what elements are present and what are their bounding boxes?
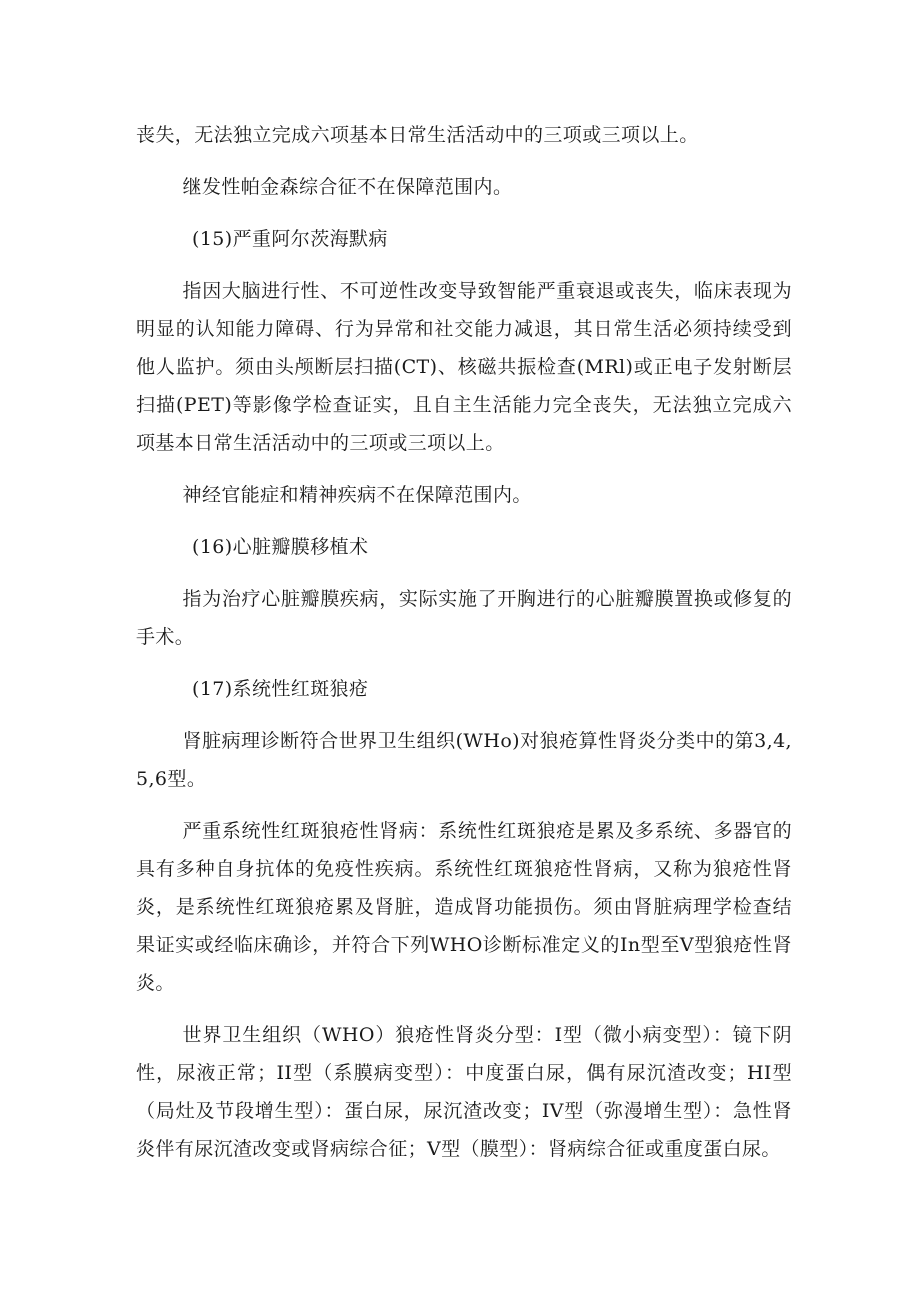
paragraph-parkinson-exclusion: 继发性帕金森综合征不在保障范围内。 — [182, 176, 513, 198]
paragraph-lupus-nephritis: 严重系统性红斑狼疮性肾病：系统性红斑狼疮是累及多系统、多器官的具有多种自身抗体的免疫性疾病。系统性红斑狼疮性肾病，又称为狼疮性肾炎，是系统性红斑狼疮累及肾脏，造成肾功能损伤。须由肾脏病理学检查结果证实或经临床确诊，并符合下列WHO诊断标准定义的In型至V型狼疮性肾炎。 — [136, 820, 792, 994]
section-heading-15: (15)严重阿尔茨海默病 — [192, 228, 388, 250]
paragraph-valve-definition: 指为治疗心脏瓣膜疾病，实际实施了开胸进行的心脏瓣膜置换或修复的手术。 — [136, 588, 792, 648]
paragraph-alzheimer-exclusion: 神经官能症和精神疾病不在保障范围内。 — [182, 484, 532, 506]
paragraph-continuation: 丧失，无法独立完成六项基本日常生活活动中的三项或三项以上。 — [136, 124, 699, 146]
paragraph-who-classification: 世界卫生组织（WHO）狼疮性肾炎分型：I型（微小病变型）：镜下阴性，尿液正常；II型（系膜病变型）：中度蛋白尿，偶有尿沉渣改变；HI型（局灶及节段增生型）：蛋白尿，尿沉渣改变；IV型（弥漫增生型）：急性肾炎伴有尿沉渣改变或肾病综合征；V型（膜型）：肾病综合征或重度蛋白尿。 — [136, 1024, 792, 1160]
paragraph-alzheimer-definition: 指因大脑进行性、不可逆性改变导致智能严重衰退或丧失，临床表现为明显的认知能力障碍、行为异常和社交能力减退，其日常生活必须持续受到他人监护。须由头颅断层扫描(CT)、核磁共振检查(MRl)或正电子发射断层扫描(PET)等影像学检查证实，且自主生活能力完全丧失，无法独立完成六项基本日常生活活动中的三项或三项以上。 — [136, 280, 792, 454]
section-heading-17: (17)系统性红斑狼疮 — [192, 678, 369, 700]
paragraph-lupus-pathology: 肾脏病理诊断符合世界卫生组织(WHo)对狼疮算性肾炎分类中的第3,4,5,6型。 — [136, 730, 792, 790]
document-body — [136, 116, 792, 1182]
section-heading-16: (16)心脏瓣膜移植术 — [192, 536, 369, 558]
